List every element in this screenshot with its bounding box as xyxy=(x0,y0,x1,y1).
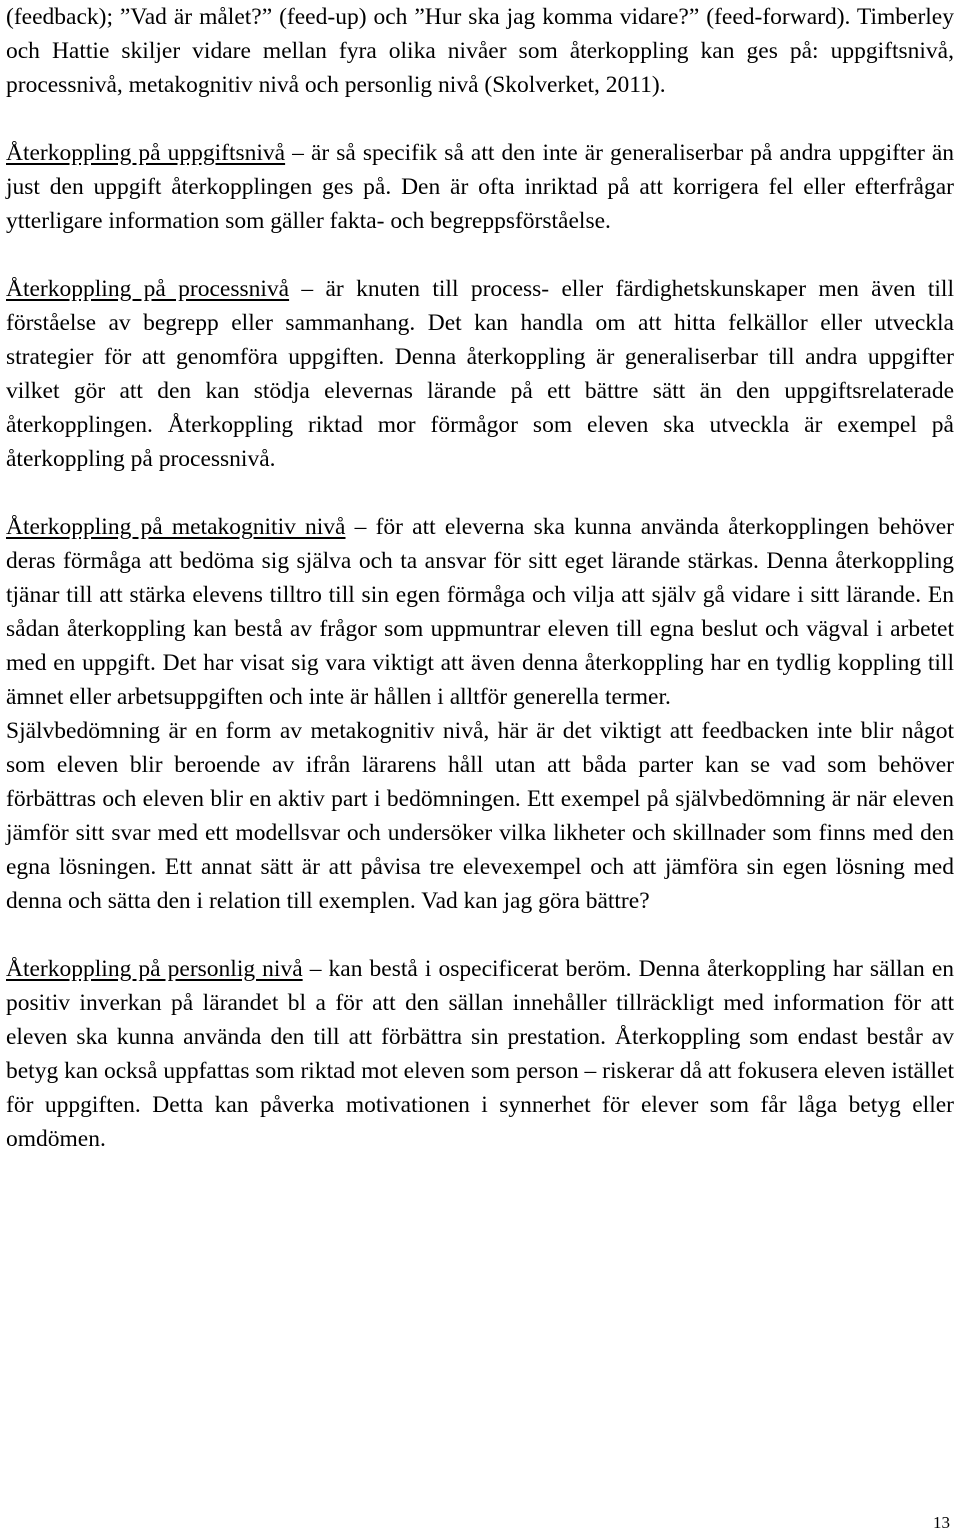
paragraph-personal-level xyxy=(6,952,954,1156)
section-heading-process-level: Återkoppling på processnivå xyxy=(6,276,290,302)
paragraph-text: – är så specifik så att den inte är generaliserbar på andra uppgifter än just den uppgift återkopplingen ges på. Den är ofta inriktad på att korrigera fel eller efterfrågar ytterligare information som gäller fakta- och begreppsförståelse. xyxy=(6,140,955,234)
paragraph-gap xyxy=(6,102,954,136)
section-heading-personal-level: Återkoppling på personlig nivå xyxy=(6,956,303,982)
paragraph-gap xyxy=(6,238,954,272)
paragraph-text: – för att eleverna ska kunna använda återkopplingen behöver deras förmåga att bedöma sig själva och ta ansvar för sitt eget lärande stärkas. Denna återkoppling tjänar till att stärka elevens tilltro till sin egen förmåga och vilja att själv gå vidare i sitt lärande. En sådan återkoppling kan bestå av frågor som uppmuntrar eleven till egna beslut och vägval i arbetet med en uppgift. Det har visat sig vara viktigt att även denna återkoppling har en tydlig koppling till ämnet eller arbetsuppgiften och inte är hållen i alltför generella termer. xyxy=(6,514,954,710)
paragraph-process-level xyxy=(6,272,954,476)
section-heading-metacognitive-level: Återkoppling på metakognitiv nivå xyxy=(6,514,346,540)
paragraph-gap xyxy=(6,476,954,510)
paragraph-text: – kan bestå i ospecificerat beröm. Denna återkoppling har sällan en positiv inverkan på lärandet bl a för att den sällan innehåller tillräckligt med information för att eleven ska kunna använda den till att förbättra sin prestation. Återkoppling som endast består av betyg kan också uppfattas som riktad mot eleven som person – riskerar då att fokusera eleven istället för uppgiften. Detta kan påverka motivationen i synnerhet för elever som får låga betyg eller omdömen. xyxy=(6,956,954,1152)
document-page xyxy=(6,0,954,1156)
paragraph-gap xyxy=(6,918,954,952)
paragraph-text: Självbedömning är en form av metakognitiv nivå, här är det viktigt att feedbacken inte blir något som eleven blir beroende av ifrån lärarens håll utan att båda parter kan se vad som behöver förbättras och eleven blir en aktiv part i bedömningen. Ett exempel på självbedömning är när eleven jämför sitt svar med ett modellsvar och undersöker vilka likheter och skillnader som finns med den egna lösningen. Ett annat sätt är att påvisa tre elevexempel och att jämföra sin egen lösning med denna och sätta den i relation till exemplen. Vad kan jag göra bättre? xyxy=(6,718,954,914)
paragraph-text: (feedback); ”Vad är målet?” (feed-up) och ”Hur ska jag komma vidare?” (feed-forward). Timberley och Hattie skiljer vidare mellan fyra olika nivåer som återkoppling kan ges på: uppgiftsnivå, processnivå, metakognitiv nivå och personlig nivå (Skolverket, 2011). xyxy=(6,4,954,98)
page-number: 13 xyxy=(933,1513,950,1532)
paragraph-text: – är knuten till process- eller färdighetskunskaper men även till förståelse av begrepp eller sammanhang. Det kan handla om att hitta felkällor eller utveckla strategier för att genomföra uppgiften. Denna återkoppling är generaliserbar till andra uppgifter vilket gör att den kan stödja elevernas lärande på ett bättre sätt än den uppgiftsrelaterade återkopplingen. Återkoppling riktad mor förmågor som eleven ska utveckla är exempel på återkoppling på processnivå. xyxy=(6,276,954,472)
paragraph-intro xyxy=(6,0,954,102)
paragraph-task-level xyxy=(6,136,954,238)
paragraph-metacognitive-level xyxy=(6,510,954,714)
section-heading-task-level: Återkoppling på uppgiftsnivå xyxy=(6,140,286,166)
paragraph-self-assessment xyxy=(6,714,954,918)
